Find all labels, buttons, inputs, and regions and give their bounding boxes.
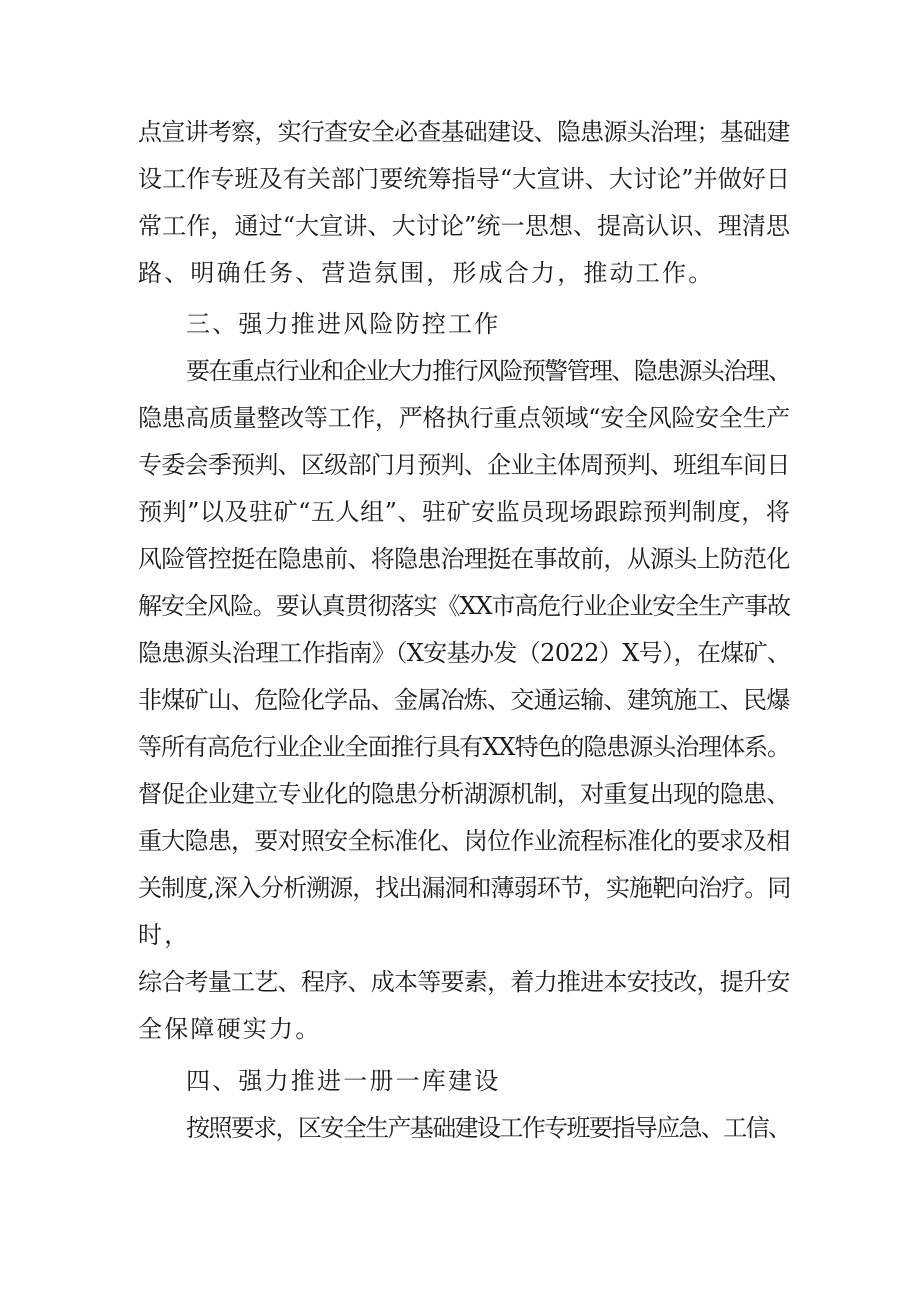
paragraph-line: 隐患源头治理工作指南》（X安基办发（2022）X号），在煤矿、 — [138, 639, 791, 667]
paragraph-line: 预判”以及驻矿“五人组”、驻矿安监员现场跟踪预判制度，将 — [138, 498, 791, 526]
paragraph-line: 解安全风险。要认真贯彻落实《XX市高危行业企业安全生产事故 — [138, 592, 790, 620]
paragraph-line: 点宣讲考察，实行查安全必查基础建设、隐患源头治理；基础建 — [138, 118, 790, 146]
paragraph-line: 路、明确任务、营造氛围，形成合力，推动工作。 — [138, 259, 715, 287]
paragraph-line: 按照要求，区安全生产基础建设工作专班要指导应急、工信、 — [186, 1114, 791, 1142]
paragraph-line: 非煤矿山、危险化学品、金属冶炼、交通运输、建筑施工、民爆 — [138, 686, 790, 714]
paragraph-line: 重大隐患，要对照安全标准化、岗位作业流程标准化的要求及相 — [138, 827, 790, 855]
paragraph-line: 专委会季预判、区级部门月预判、企业主体周预判、班组车间日 — [138, 451, 790, 479]
paragraph-line: 全保障硬实力。 — [138, 1015, 322, 1043]
paragraph-line: 督促企业建立专业化的隐患分析湖源机制，对重复出现的隐患、 — [138, 780, 790, 808]
paragraph-line: 等所有高危行业企业全面推行具有XX特色的隐患源头治理体系。 — [138, 733, 790, 761]
paragraph-line: 常工作，通过“大宣讲、大讨论”统一思想、提高认识、理清思 — [138, 212, 791, 240]
paragraph-line: 风险管控挺在隐患前、将隐患治理挺在事故前，从源头上防范化 — [138, 545, 790, 573]
paragraph-line: 隐患高质量整改等工作，严格执行重点领域“安全风险安全生产 — [138, 404, 790, 432]
paragraph-line: 综合考量工艺、程序、成本等要素，着力推进本安技改，提升安 — [138, 968, 790, 996]
paragraph-line: 设工作专班及有关部门要统筹指导“大宣讲、大讨论”并做好日 — [138, 165, 791, 193]
section-heading: 四、强力推进一册一库建设 — [186, 1067, 501, 1095]
paragraph-line: 时， — [138, 921, 191, 949]
paragraph-line: 要在重点行业和企业大力推行风险预警管理、隐患源头治理、 — [186, 357, 791, 385]
paragraph-line: 关制度,深入分析溯源，找出漏洞和薄弱环节，实施靶向治疗。同 — [138, 874, 791, 902]
section-heading: 三、强力推进风险防控工作 — [186, 310, 501, 338]
